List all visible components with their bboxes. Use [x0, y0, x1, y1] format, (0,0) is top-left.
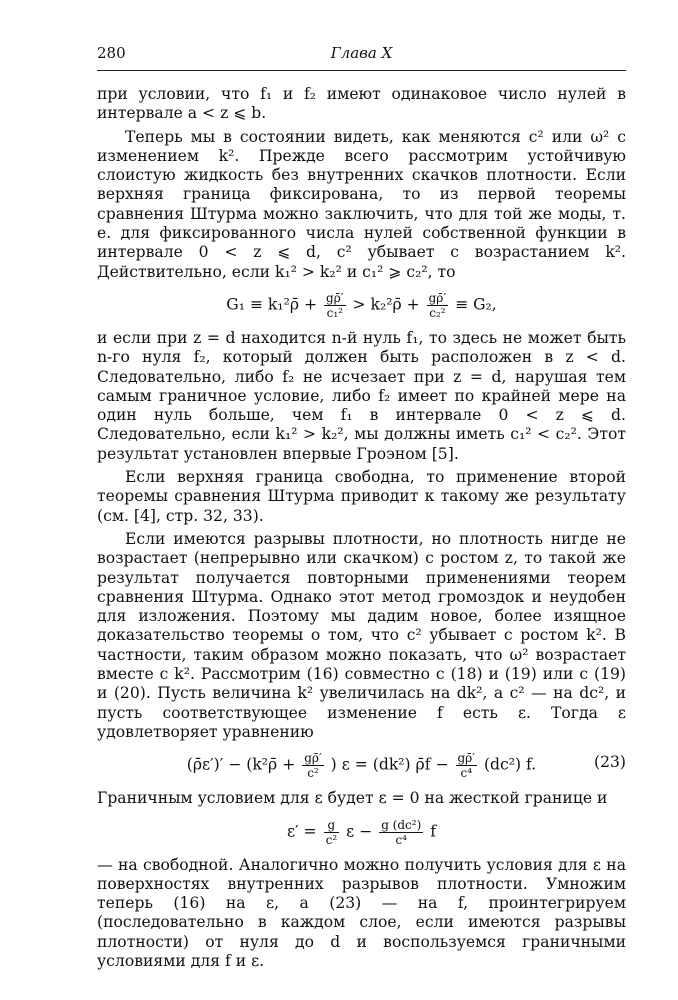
- eq2-middle: ) ε = (dk²) ρ̄f −: [330, 755, 449, 774]
- equation-23: [97, 751, 626, 780]
- paragraph-3: и если при z = d находится n-й нуль f₁, то здесь не может быть n-го нуля f₂, который должен быть расположен в z < d. Следовательно, либо f₂ не исчезает при z = d, нарушая тем самым граничное условие, либо f₂ имеет по крайней мере на один нуль больше, чем f₁ в интервале 0 < z ⩽ d. Следовательно, если k₁² > k₂², мы должны иметь c₁² < c₂². Этот результат установлен впервые Гроэном [5].: [97, 328, 626, 463]
- eq1-left: G₁ ≡ k₁²ρ̄ +: [226, 295, 318, 314]
- equation-number: (23): [593, 753, 626, 772]
- paragraph-1: при условии, что f₁ и f₂ имеют одинаковое число нулей в интервале a < z ⩽ b.: [97, 85, 626, 123]
- eq1-right: ≡ G₂,: [455, 295, 497, 314]
- eq1-middle: > k₂²ρ̄ +: [352, 295, 420, 314]
- eq2-fraction-2: $\frac{g\rhō'}{\text{c⁴}}$: [457, 751, 475, 781]
- eq3-fraction-2: $\frac{\text{g (dc²)}}{\text{c⁴}}$: [381, 817, 422, 847]
- page-number: 280: [97, 44, 126, 62]
- eq2-right: (dc²) f.: [483, 755, 537, 774]
- equation-boundary-condition: [97, 818, 626, 847]
- paragraph-7: — на свободной. Аналогично можно получить условия для ε на поверхностях внутренних разрывов плотности. Умножим теперь (16) на ε, а (23) — на f, проинтегрируем (последовательно в каждом слое, если имеются разрывы плотности) от нуля до d и воспользуемся граничными условиями для f и ε.: [97, 855, 626, 970]
- eq3-fraction-1: $\frac{g}{\text{c²}}$: [325, 817, 338, 847]
- eq3-middle: ε −: [346, 822, 373, 840]
- paragraph-6: Граничным условием для ε будет ε = 0 на жесткой границе и: [97, 789, 608, 808]
- paragraph-2: Теперь мы в состоянии видеть, как меняются c² или ω² с изменением k². Прежде всего рассмотрим устойчивую слоистую жидкость без внутренних скачков плотности. Если верхняя граница фиксирована, то из первой теоремы сравнения Штурма можно заключить, что для той же моды, т. е. для фиксированного числа нулей собственной функции в интервале 0 < z ⩽ d, c² убывает с возрастанием k². Действительно, если k₁² > k₂² и c₁² ⩾ c₂², то: [97, 127, 626, 281]
- eq1-fraction-1: $\frac{g\rhō'}{\text{c₁²}}$: [326, 290, 344, 320]
- page-header: [97, 44, 626, 70]
- eq3-right: f: [430, 822, 437, 840]
- equation-sturm-comparison: [97, 291, 626, 320]
- header-rule: [97, 70, 626, 71]
- chapter-title: Глава X: [330, 44, 393, 62]
- eq1-fraction-2: $\frac{g\rhō'}{\text{c₂²}}$: [428, 290, 447, 320]
- paragraph-4: Если верхняя граница свободна, то применение второй теоремы сравнения Штурма приводит к такому же результату (см. [4], стр. 32, 33).: [97, 468, 626, 525]
- paragraph-5: Если имеются разрывы плотности, но плотность нигде не возрастает (непрерывно или скачком) с ростом z, то такой же результат получается повторными применениями теорем сравнения Штурма. Однако этот метод громоздок и неудобен для изложения. Поэтому мы дадим новое, более изящное доказательство теоремы о том, что c² убывает с ростом k². В частности, таким образом можно показать, что ω² возрастает вместе с k². Рассмотрим (16) совместно с (18) и (19) или с (19) и (20). Пусть величина k² увеличилась на dk², а c² — на dc², и пусть соответствующее изменение f есть ε. Тогда ε удовлетворяет уравнению: [97, 529, 626, 741]
- eq3-left: ε′ =: [286, 822, 317, 840]
- eq2-left: (ρ̄ε′)′ − (k²ρ̄ +: [186, 755, 296, 774]
- eq2-fraction-1: $\frac{g\rhō'}{\text{c²}}$: [304, 751, 322, 781]
